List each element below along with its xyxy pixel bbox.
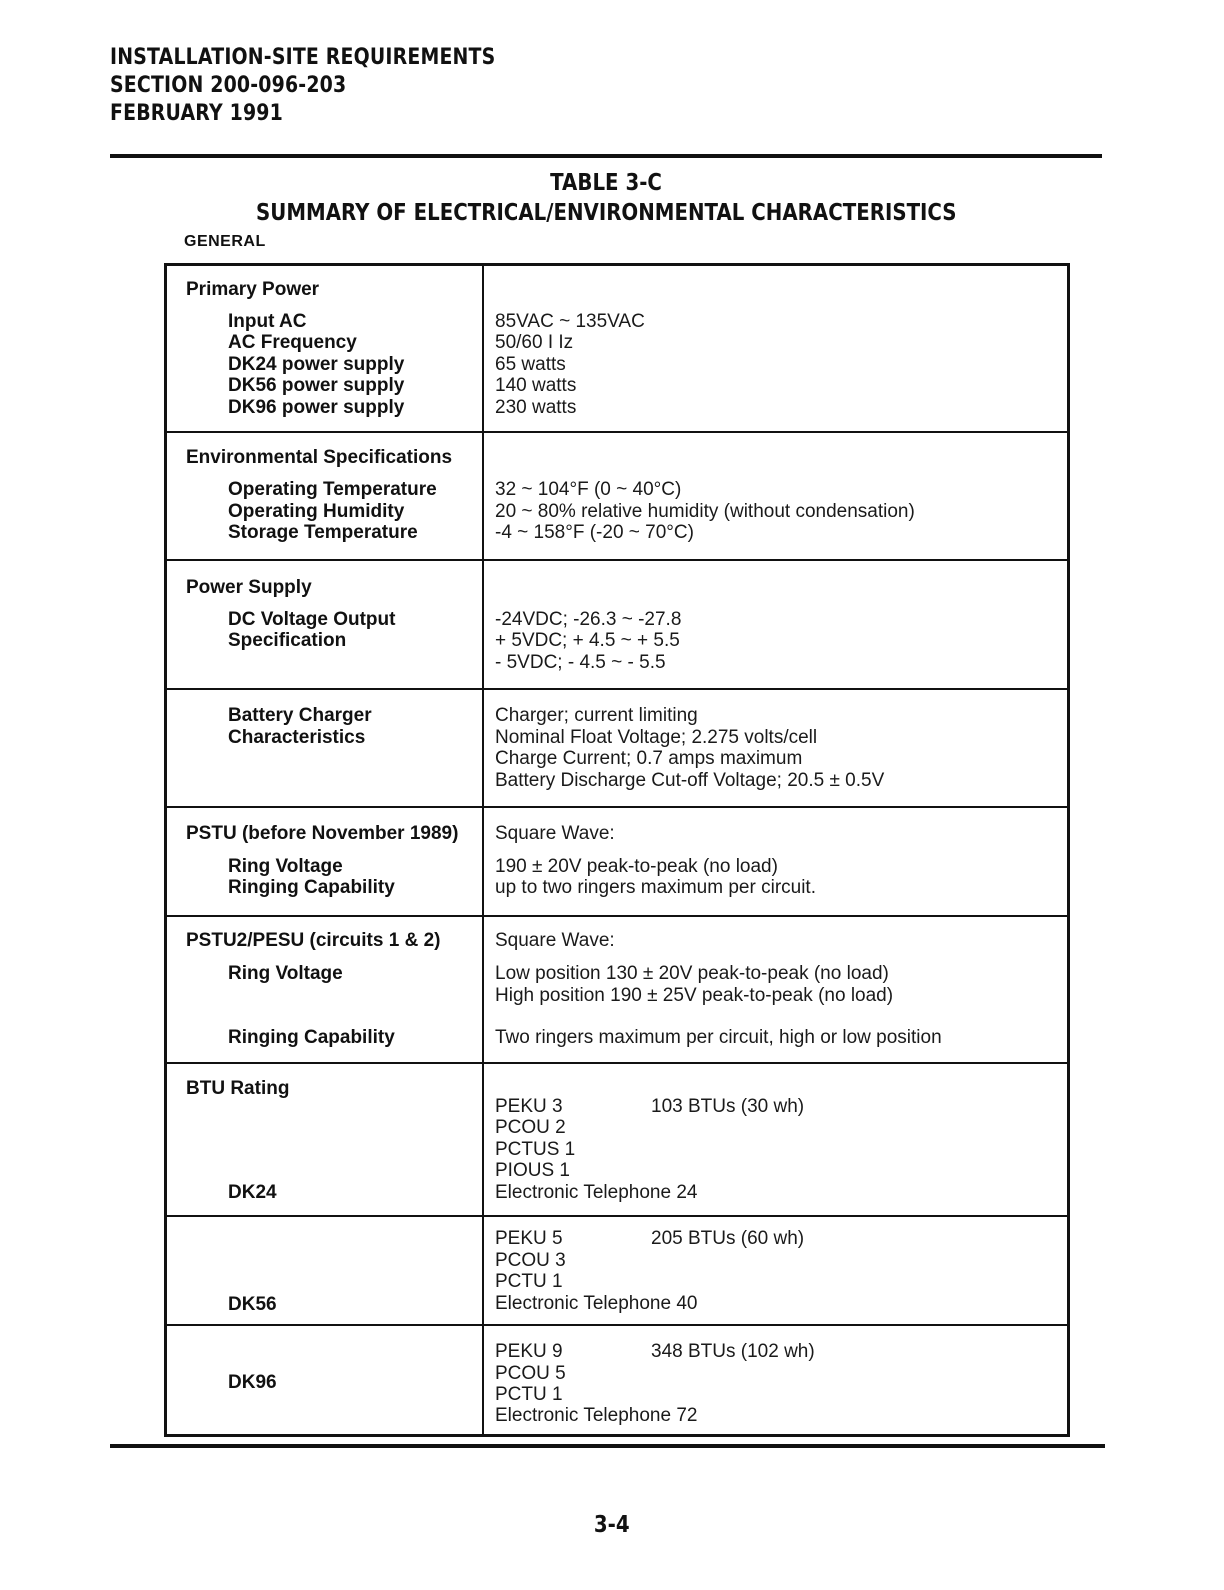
btu-dk56-item: PCTU 1 xyxy=(495,1271,563,1292)
battery-charger-value: Charger; current limiting xyxy=(495,705,698,726)
environmental-label: Operating Humidity xyxy=(228,501,405,522)
row-divider xyxy=(164,431,1070,433)
characteristics-table xyxy=(164,263,1070,1437)
primary-power-label: Input AC xyxy=(228,311,307,332)
primary-power-label: DK96 power supply xyxy=(228,397,405,418)
row-divider xyxy=(164,1062,1070,1064)
row-divider xyxy=(164,688,1070,690)
btu-dk56-item: PCOU 3 xyxy=(495,1250,566,1271)
battery-charger-value: Charge Current; 0.7 amps maximum xyxy=(495,748,803,769)
row-divider xyxy=(164,915,1070,917)
primary-power-value: 85VAC ~ 135VAC xyxy=(495,311,645,332)
pstu-label: Ringing Capability xyxy=(228,877,395,898)
btu-dk96-item: PCOU 5 xyxy=(495,1363,566,1384)
primary-power-value: 65 watts xyxy=(495,354,566,375)
btu-dk56-item: Electronic Telephone 40 xyxy=(495,1293,698,1314)
primary-power-label: DK24 power supply xyxy=(228,354,405,375)
primary-power-value: 50/60 I Iz xyxy=(495,332,574,353)
battery-charger-label: Characteristics xyxy=(228,727,366,748)
page-number-wrap xyxy=(0,1512,1224,1538)
environmental-value: -4 ~ 158°F (-20 ~ 70°C) xyxy=(495,522,694,543)
environmental-value: 20 ~ 80% relative humidity (without condensation) xyxy=(495,501,915,522)
btu-dk96-item: Electronic Telephone 72 xyxy=(495,1405,698,1426)
btu-dk24-item: PIOUS 1 xyxy=(495,1160,570,1181)
pstu2-heading: PSTU2/PESU (circuits 1 & 2) xyxy=(186,930,441,951)
environmental-value: 32 ~ 104°F (0 ~ 40°C) xyxy=(495,479,682,500)
battery-charger-label: Battery Charger xyxy=(228,705,372,726)
pstu2-header-value: Square Wave: xyxy=(495,930,615,951)
pstu2-ringing-capability-value: Two ringers maximum per circuit, high or low position xyxy=(495,1027,942,1048)
row-divider xyxy=(164,559,1070,561)
table-title xyxy=(110,168,1102,228)
table-number: TABLE 3-C xyxy=(550,170,662,196)
btu-dk24-label: DK24 xyxy=(228,1182,277,1203)
btu-dk24-item: PCTUS 1 xyxy=(495,1139,576,1160)
primary-power-value: 140 watts xyxy=(495,375,577,396)
pstu-heading: PSTU (before November 1989) xyxy=(186,823,459,844)
environmental-label: Operating Temperature xyxy=(228,479,437,500)
battery-charger-value: Nominal Float Voltage; 2.275 volts/cell xyxy=(495,727,818,748)
btu-dk56-label: DK56 xyxy=(228,1294,277,1315)
pstu-label: Ring Voltage xyxy=(228,856,343,877)
pstu2-ring-voltage-value: High position 190 ± 25V peak-to-peak (no load) xyxy=(495,985,894,1006)
row-divider xyxy=(164,806,1070,808)
btu-dk96-label: DK96 xyxy=(228,1372,277,1393)
header-title: INSTALLATION-SITE REQUIREMENTS xyxy=(110,45,496,70)
environmental-label: Storage Temperature xyxy=(228,522,418,543)
column-divider xyxy=(482,263,484,1437)
btu-dk24-rating: 103 BTUs (30 wh) xyxy=(651,1096,805,1117)
page-number: 3-4 xyxy=(594,1512,630,1538)
power-supply-value: - 5VDC; - 4.5 ~ - 5.5 xyxy=(495,652,666,673)
btu-dk96-rating: 348 BTUs (102 wh) xyxy=(651,1341,815,1362)
header-date: FEBRUARY 1991 xyxy=(110,101,283,126)
environmental-heading: Environmental Specifications xyxy=(186,447,453,468)
row-divider xyxy=(164,1324,1070,1326)
bottom-rule xyxy=(110,1444,1105,1448)
table-caption: SUMMARY OF ELECTRICAL/ENVIRONMENTAL CHARACTERISTICS xyxy=(255,200,957,226)
pstu-value: up to two ringers maximum per circuit. xyxy=(495,877,816,898)
power-supply-label: Specification xyxy=(228,630,347,651)
pstu2-ringing-capability-label: Ringing Capability xyxy=(228,1027,395,1048)
top-rule xyxy=(110,154,1102,158)
primary-power-value: 230 watts xyxy=(495,397,577,418)
btu-dk24-item: PEKU 3 xyxy=(495,1096,563,1117)
power-supply-value: -24VDC; -26.3 ~ -27.8 xyxy=(495,609,682,630)
header-section: SECTION 200-096-203 xyxy=(110,73,347,98)
general-label: GENERAL xyxy=(184,233,266,250)
row-divider xyxy=(164,1215,1070,1217)
power-supply-label: DC Voltage Output xyxy=(228,609,396,630)
pstu-value: 190 ± 20V peak-to-peak (no load) xyxy=(495,856,778,877)
battery-charger-value: Battery Discharge Cut-off Voltage; 20.5 ± 0.5V xyxy=(495,770,885,791)
btu-dk24-item: Electronic Telephone 24 xyxy=(495,1182,698,1203)
document-header xyxy=(110,44,495,128)
power-supply-value: + 5VDC; + 4.5 ~ + 5.5 xyxy=(495,630,680,651)
pstu2-ring-voltage-label: Ring Voltage xyxy=(228,963,343,984)
primary-power-label: DK56 power supply xyxy=(228,375,405,396)
btu-dk96-item: PEKU 9 xyxy=(495,1341,563,1362)
btu-dk96-item: PCTU 1 xyxy=(495,1384,563,1405)
primary-power-label: AC Frequency xyxy=(228,332,357,353)
btu-dk56-item: PEKU 5 xyxy=(495,1228,563,1249)
btu-heading: BTU Rating xyxy=(186,1078,290,1099)
pstu2-ring-voltage-value: Low position 130 ± 20V peak-to-peak (no load) xyxy=(495,963,889,984)
pstu-header-value: Square Wave: xyxy=(495,823,615,844)
primary-power-heading: Primary Power xyxy=(186,279,320,300)
btu-dk24-item: PCOU 2 xyxy=(495,1117,566,1138)
power-supply-heading: Power Supply xyxy=(186,577,312,598)
btu-dk56-rating: 205 BTUs (60 wh) xyxy=(651,1228,805,1249)
